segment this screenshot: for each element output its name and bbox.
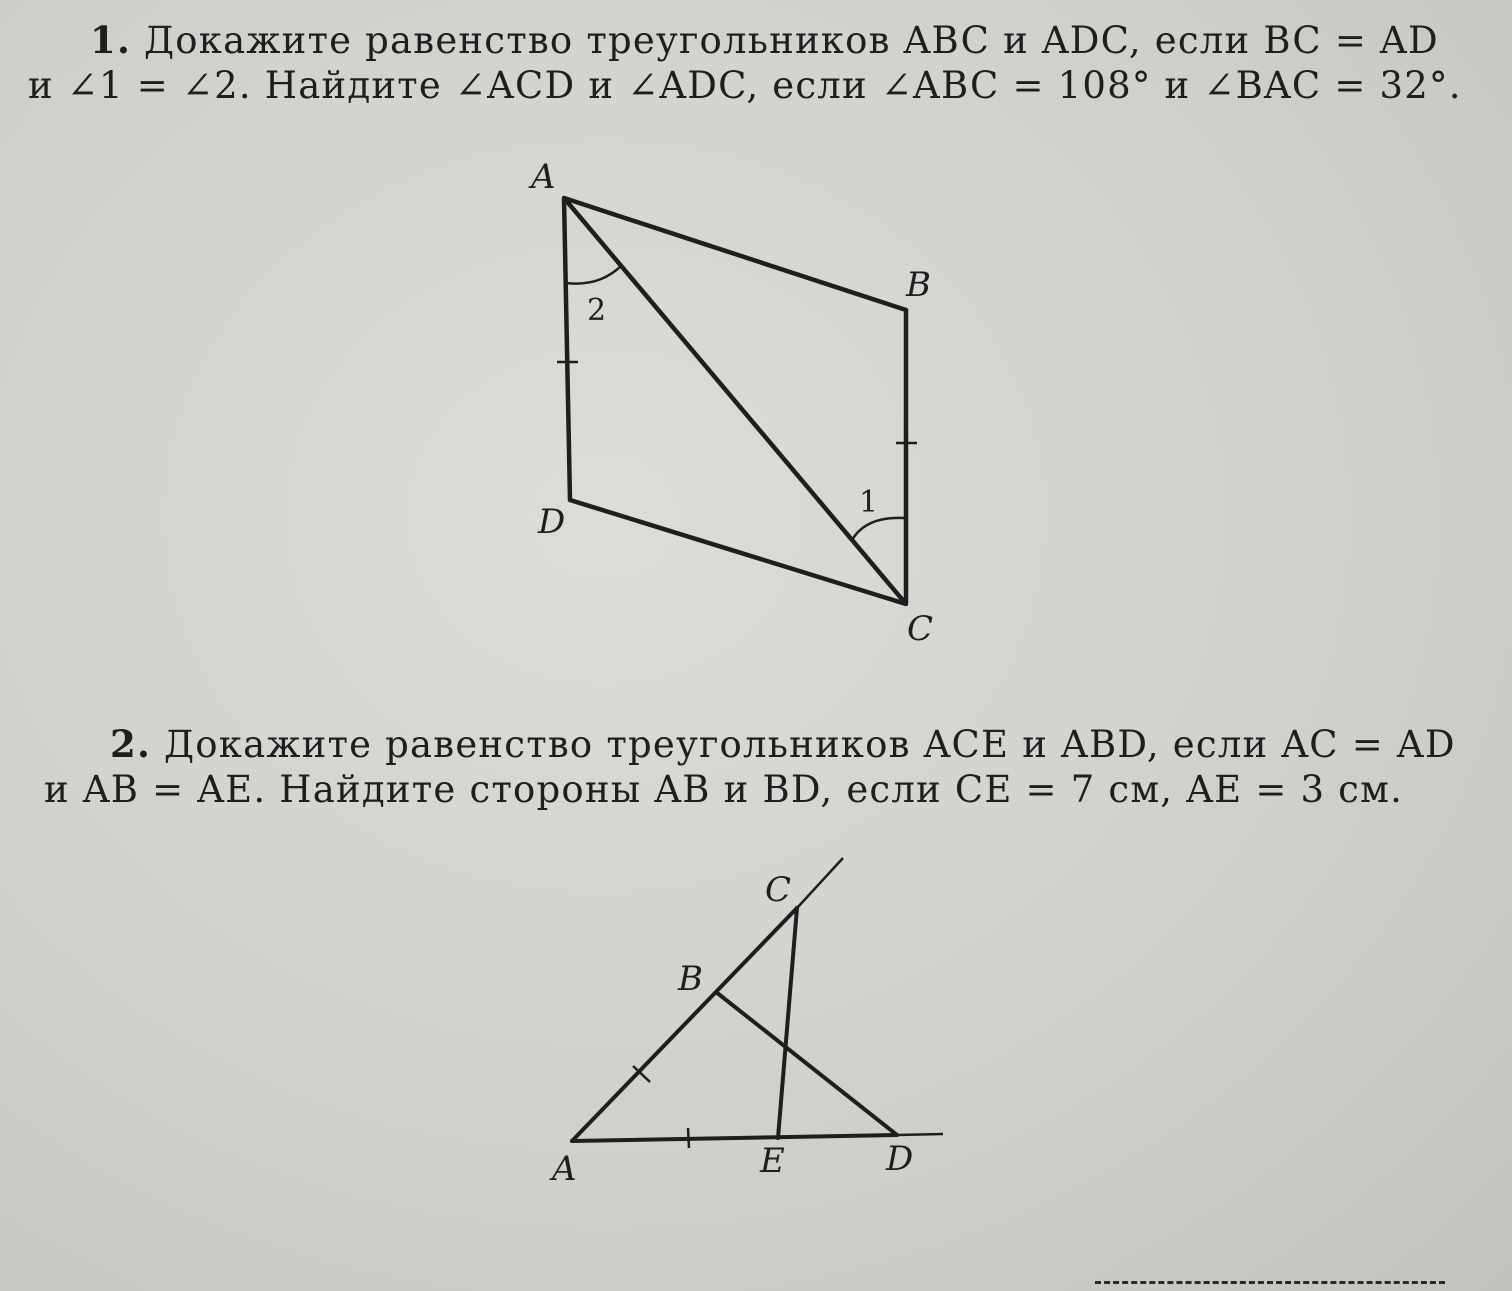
problem-1-number: 1. xyxy=(90,18,132,62)
ray-ac-extension xyxy=(797,858,843,908)
segment-ac xyxy=(572,908,797,1141)
segment-ad xyxy=(572,1135,897,1141)
problem-2-line-1: Докажите равенство треугольников ACE и ABD, если AC = AD xyxy=(164,723,1456,766)
label-2-a: A xyxy=(552,1149,577,1189)
label-1-d: D xyxy=(538,502,566,542)
label-2-d: D xyxy=(886,1139,914,1179)
label-2-b: B xyxy=(678,959,703,999)
segment-bd xyxy=(716,992,897,1135)
label-1-b: B xyxy=(906,265,931,305)
tick-ae xyxy=(688,1128,689,1148)
segment-ce xyxy=(778,908,797,1138)
problem-2-number: 2. xyxy=(110,722,152,766)
label-1-c: C xyxy=(907,609,934,649)
label-2-c: C xyxy=(765,870,792,910)
problem-2-line-2: и AB = AE. Найдите стороны AB и BD, если CE = 7 см, AE = 3 см. xyxy=(44,768,1404,811)
problem-1-line-2: и ∠1 = ∠2. Найдите ∠ACD и ∠ADC, если ∠ABC = 108° и ∠BAC = 32°. xyxy=(28,64,1462,107)
ray-ad-extension xyxy=(897,1134,943,1135)
label-2-e: E xyxy=(760,1141,785,1181)
label-angle-1: 1 xyxy=(859,485,879,520)
dashed-divider xyxy=(1095,1281,1445,1284)
label-1-a: A xyxy=(531,157,556,197)
problem-1-line-1: Докажите равенство треугольников ABC и ADC, если BC = AD xyxy=(144,19,1439,62)
label-angle-2: 2 xyxy=(587,293,607,328)
